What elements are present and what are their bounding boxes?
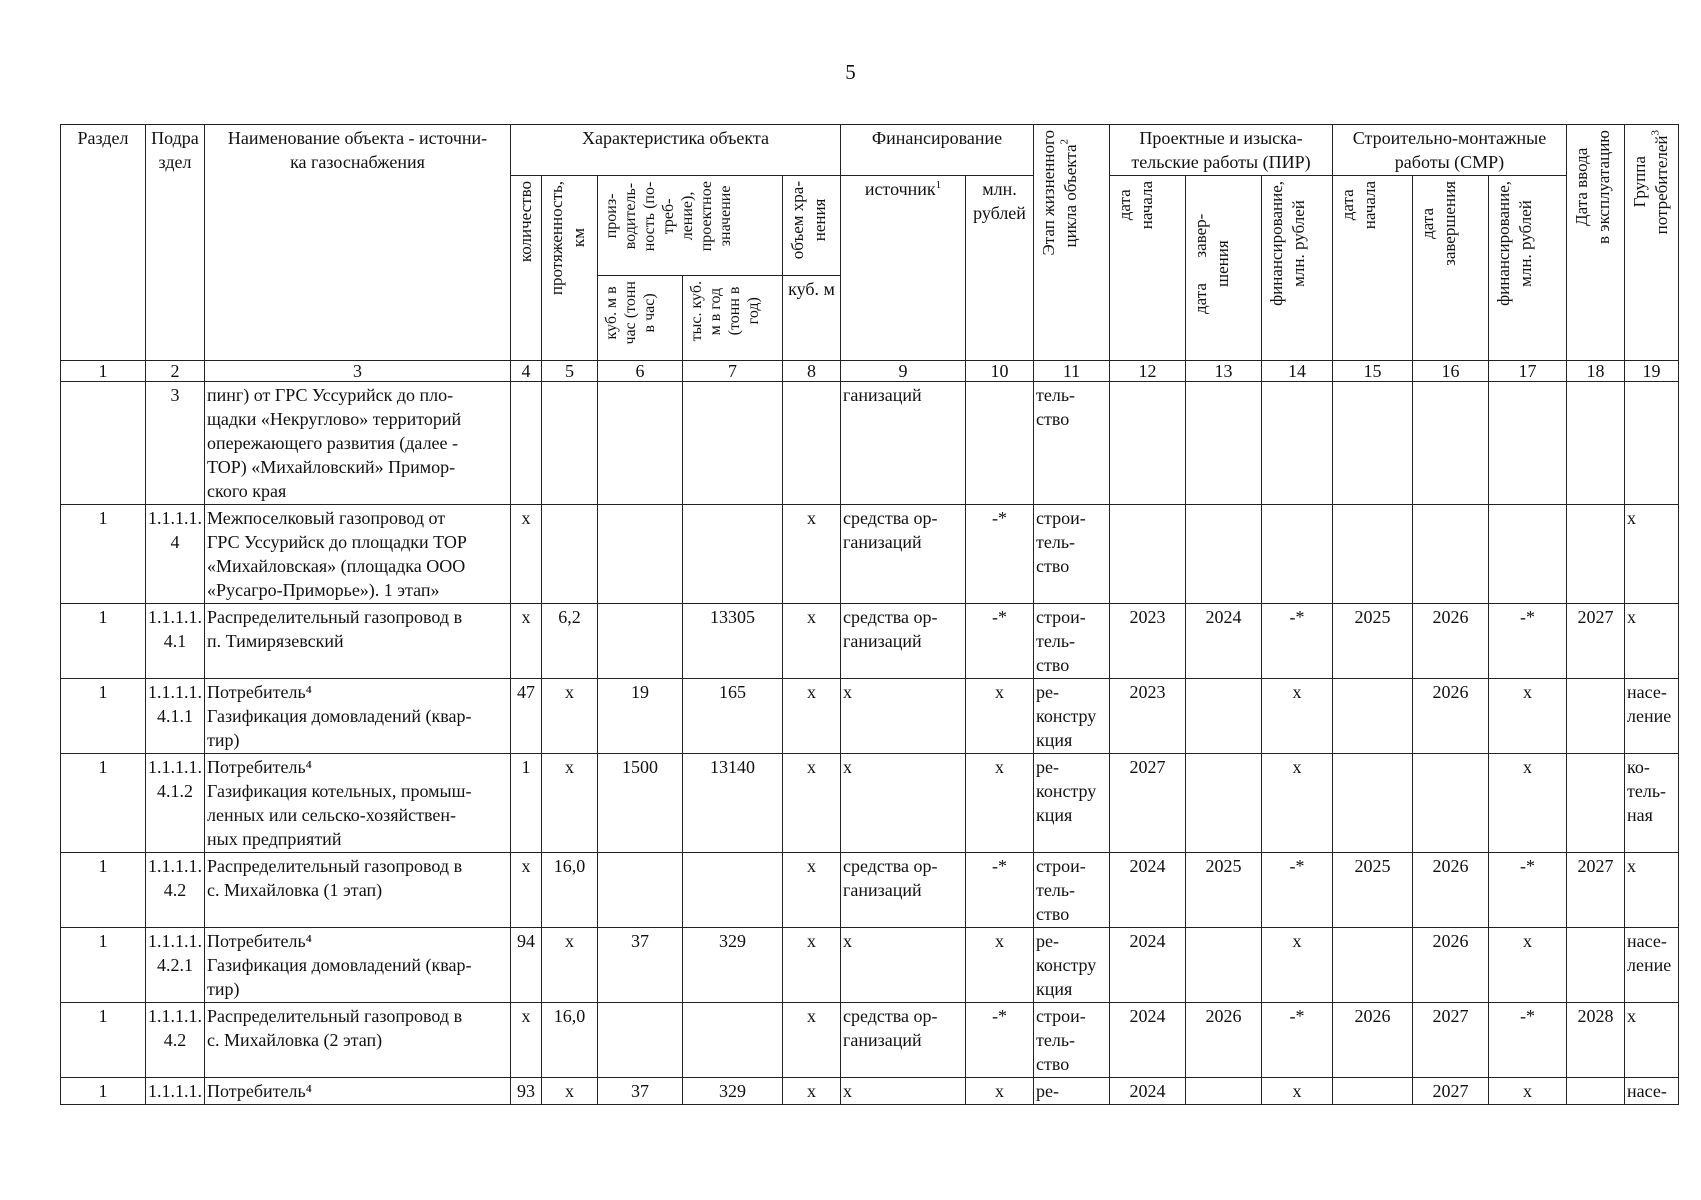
- cell-col-16: [1413, 754, 1489, 853]
- header-commissioning: Дата ввода в эксплуатацию: [1567, 125, 1625, 361]
- cell-col-1: [61, 382, 146, 505]
- cell-col-9: ганизаций: [841, 382, 966, 505]
- column-number: 12: [1110, 361, 1186, 382]
- cell-col-7: [683, 382, 783, 505]
- cell-col-16: 2027: [1413, 1078, 1489, 1105]
- cell-col-4: x: [511, 505, 542, 604]
- header-podrazdel: Подра здел: [146, 125, 205, 361]
- cell-col-1: 1: [61, 505, 146, 604]
- cell-col-10: x: [966, 1078, 1034, 1105]
- cell-col-16: 2026: [1413, 928, 1489, 1003]
- cell-col-4: 1: [511, 754, 542, 853]
- cell-col-6: 37: [598, 928, 683, 1003]
- header-financing: Финансирование: [841, 125, 1034, 176]
- cell-col-2: 1.1.1.1. 4.1.2: [146, 754, 205, 853]
- cell-col-10: [966, 382, 1034, 505]
- cell-col-12: 2027: [1110, 754, 1186, 853]
- header-consumer-group: Группа потребителей$^3$: [1625, 125, 1679, 361]
- header-pir-date-start: дата начала: [1110, 176, 1186, 361]
- cell-col-8: x: [783, 754, 841, 853]
- cell-col-18: 2027: [1567, 604, 1625, 679]
- column-number: 7: [683, 361, 783, 382]
- cell-col-18: [1567, 382, 1625, 505]
- cell-col-6: 19: [598, 679, 683, 754]
- cell-col-18: [1567, 754, 1625, 853]
- cell-col-2: 1.1.1.1. 4: [146, 505, 205, 604]
- cell-col-12: [1110, 382, 1186, 505]
- cell-col-10: x: [966, 679, 1034, 754]
- cell-col-3: Потребитель⁴: [205, 1078, 511, 1105]
- cell-col-6: [598, 1003, 683, 1078]
- column-number: 6: [598, 361, 683, 382]
- cell-col-18: [1567, 928, 1625, 1003]
- cell-col-7: 329: [683, 1078, 783, 1105]
- column-number: 17: [1489, 361, 1567, 382]
- cell-col-13: [1186, 382, 1262, 505]
- header-smr-date-end: дата завершения: [1413, 176, 1489, 361]
- cell-col-4: x: [511, 604, 542, 679]
- column-number: 19: [1625, 361, 1679, 382]
- cell-col-12: 2023: [1110, 679, 1186, 754]
- cell-col-6: [598, 604, 683, 679]
- cell-col-5: 16,0: [542, 853, 598, 928]
- cell-col-4: [511, 382, 542, 505]
- cell-col-9: x: [841, 1078, 966, 1105]
- column-number: 4: [511, 361, 542, 382]
- cell-col-8: x: [783, 505, 841, 604]
- table-row: [61, 853, 1679, 928]
- cell-col-11: ре- констру кция: [1034, 679, 1110, 754]
- cell-col-16: 2026: [1413, 604, 1489, 679]
- cell-col-2: 1.1.1.1. 4.2: [146, 1003, 205, 1078]
- cell-col-11: ре- констру кция: [1034, 754, 1110, 853]
- cell-col-4: 93: [511, 1078, 542, 1105]
- cell-col-5: 6,2: [542, 604, 598, 679]
- cell-col-14: -*: [1262, 1003, 1333, 1078]
- cell-col-6: 37: [598, 1078, 683, 1105]
- cell-col-9: средства ор- ганизаций: [841, 1003, 966, 1078]
- cell-col-13: [1186, 928, 1262, 1003]
- page-number: 5: [845, 60, 856, 84]
- cell-col-13: 2025: [1186, 853, 1262, 928]
- cell-col-13: [1186, 754, 1262, 853]
- cell-col-14: x: [1262, 754, 1333, 853]
- header-smr-financing: финансирование, млн. рублей: [1489, 176, 1567, 361]
- cell-col-5: 16,0: [542, 1003, 598, 1078]
- cell-col-16: 2027: [1413, 1003, 1489, 1078]
- header-capacity: произ- водитель- ность (по- треб- ление), проектное значение: [598, 176, 783, 276]
- cell-col-3: Распределительный газопровод в п. Тимирязевский: [205, 604, 511, 679]
- cell-col-2: 1.1.1.1.: [146, 1078, 205, 1105]
- header-pir: Проектные и изыска- тельские работы (ПИР): [1110, 125, 1333, 176]
- cell-col-1: 1: [61, 604, 146, 679]
- header-smr-date-start: дата начала: [1333, 176, 1413, 361]
- cell-col-8: x: [783, 604, 841, 679]
- cell-col-10: -*: [966, 505, 1034, 604]
- header-mln-rub: млн. рублей: [966, 176, 1034, 361]
- cell-col-12: 2024: [1110, 928, 1186, 1003]
- cell-col-12: 2024: [1110, 1078, 1186, 1105]
- cell-col-4: x: [511, 1003, 542, 1078]
- cell-col-7: 13305: [683, 604, 783, 679]
- cell-col-4: 47: [511, 679, 542, 754]
- cell-col-18: [1567, 1078, 1625, 1105]
- cell-col-1: 1: [61, 1003, 146, 1078]
- cell-col-19: x: [1625, 505, 1679, 604]
- cell-col-9: x: [841, 679, 966, 754]
- cell-col-7: [683, 853, 783, 928]
- cell-col-14: x: [1262, 1078, 1333, 1105]
- cell-col-2: 3: [146, 382, 205, 505]
- cell-col-13: 2026: [1186, 1003, 1262, 1078]
- cell-col-1: 1: [61, 754, 146, 853]
- column-number: 2: [146, 361, 205, 382]
- cell-col-14: x: [1262, 679, 1333, 754]
- cell-col-13: [1186, 679, 1262, 754]
- cell-col-15: 2025: [1333, 853, 1413, 928]
- cell-col-16: 2026: [1413, 679, 1489, 754]
- cell-col-5: x: [542, 754, 598, 853]
- cell-col-6: [598, 505, 683, 604]
- cell-col-2: 1.1.1.1. 4.2.1: [146, 928, 205, 1003]
- cell-col-3: Потребитель⁴ Газификация котельных, промыш- ленных или сельско-хозяйствен- ных предприятий: [205, 754, 511, 853]
- cell-col-10: x: [966, 928, 1034, 1003]
- cell-col-15: [1333, 679, 1413, 754]
- cell-col-7: 329: [683, 928, 783, 1003]
- cell-col-11: тель- ство: [1034, 382, 1110, 505]
- cell-col-9: средства ор- ганизаций: [841, 505, 966, 604]
- cell-col-5: [542, 382, 598, 505]
- cell-col-2: 1.1.1.1. 4.1: [146, 604, 205, 679]
- cell-col-12: 2024: [1110, 1003, 1186, 1078]
- cell-col-12: 2024: [1110, 853, 1186, 928]
- cell-col-1: 1: [61, 679, 146, 754]
- cell-col-8: x: [783, 853, 841, 928]
- cell-col-14: x: [1262, 928, 1333, 1003]
- cell-col-9: средства ор- ганизаций: [841, 604, 966, 679]
- header-pir-financing: финансирование, млн. рублей: [1262, 176, 1333, 361]
- cell-col-17: -*: [1489, 604, 1567, 679]
- cell-col-8: [783, 382, 841, 505]
- column-number: 11: [1034, 361, 1110, 382]
- table-row: [61, 604, 1679, 679]
- cell-col-13: [1186, 505, 1262, 604]
- cell-col-17: x: [1489, 1078, 1567, 1105]
- column-number: 5: [542, 361, 598, 382]
- table-body: [61, 382, 1679, 1105]
- table-row: [61, 1078, 1679, 1105]
- cell-col-15: 2026: [1333, 1003, 1413, 1078]
- cell-col-10: -*: [966, 1003, 1034, 1078]
- column-number: 16: [1413, 361, 1489, 382]
- cell-col-16: 2026: [1413, 853, 1489, 928]
- cell-col-7: [683, 505, 783, 604]
- cell-col-19: x: [1625, 604, 1679, 679]
- column-number: 9: [841, 361, 966, 382]
- cell-col-13: 2024: [1186, 604, 1262, 679]
- cell-col-16: [1413, 382, 1489, 505]
- column-number: 10: [966, 361, 1034, 382]
- header-pir-date-end: дата завер- шения: [1186, 176, 1262, 361]
- cell-col-8: x: [783, 1078, 841, 1105]
- cell-col-15: [1333, 505, 1413, 604]
- cell-col-1: 1: [61, 1078, 146, 1105]
- header-quantity: количество: [511, 176, 542, 361]
- column-number: 13: [1186, 361, 1262, 382]
- cell-col-9: средства ор- ганизаций: [841, 853, 966, 928]
- cell-col-17: x: [1489, 928, 1567, 1003]
- cell-col-14: -*: [1262, 853, 1333, 928]
- cell-col-10: -*: [966, 853, 1034, 928]
- table-row: [61, 679, 1679, 754]
- cell-col-11: строи- тель- ство: [1034, 604, 1110, 679]
- cell-col-19: насе-: [1625, 1078, 1679, 1105]
- cell-col-4: x: [511, 853, 542, 928]
- cell-col-18: [1567, 505, 1625, 604]
- cell-col-7: 165: [683, 679, 783, 754]
- cell-col-14: [1262, 505, 1333, 604]
- column-number: 14: [1262, 361, 1333, 382]
- cell-col-2: 1.1.1.1. 4.2: [146, 853, 205, 928]
- cell-col-19: x: [1625, 853, 1679, 928]
- cell-col-19: [1625, 382, 1679, 505]
- cell-col-19: x: [1625, 1003, 1679, 1078]
- cell-col-18: 2027: [1567, 853, 1625, 928]
- header-source: источник$^1$: [841, 176, 966, 361]
- cell-col-15: [1333, 928, 1413, 1003]
- cell-col-10: x: [966, 754, 1034, 853]
- cell-col-3: Межпоселковый газопровод от ГРС Уссурийск до площадки ТОР «Михайловская» (площадка ООО «Русагро-Приморье»). 1 этап»: [205, 505, 511, 604]
- cell-col-17: x: [1489, 679, 1567, 754]
- cell-col-4: 94: [511, 928, 542, 1003]
- cell-col-12: [1110, 505, 1186, 604]
- cell-col-17: -*: [1489, 1003, 1567, 1078]
- cell-col-13: [1186, 1078, 1262, 1105]
- table-row: [61, 928, 1679, 1003]
- cell-col-7: [683, 1003, 783, 1078]
- column-number-row: [61, 361, 1679, 382]
- cell-col-10: -*: [966, 604, 1034, 679]
- cell-col-12: 2023: [1110, 604, 1186, 679]
- cell-col-3: Потребитель⁴ Газификация домовладений (квар- тир): [205, 679, 511, 754]
- cell-col-6: [598, 382, 683, 505]
- header-razdel: Раздел: [61, 125, 146, 361]
- cell-col-15: [1333, 754, 1413, 853]
- cell-col-19: насе- ление: [1625, 679, 1679, 754]
- cell-col-11: строи- тель- ство: [1034, 853, 1110, 928]
- cell-col-11: строи- тель- ство: [1034, 505, 1110, 604]
- cell-col-7: 13140: [683, 754, 783, 853]
- column-number: 18: [1567, 361, 1625, 382]
- column-number: 3: [205, 361, 511, 382]
- table-row: [61, 382, 1679, 505]
- cell-col-6: 1500: [598, 754, 683, 853]
- cell-col-16: [1413, 505, 1489, 604]
- cell-col-11: строи- тель- ство: [1034, 1003, 1110, 1078]
- gas-supply-table: [60, 124, 1679, 1105]
- table-row: [61, 1003, 1679, 1078]
- cell-col-18: [1567, 679, 1625, 754]
- column-number: 1: [61, 361, 146, 382]
- cell-col-8: x: [783, 1003, 841, 1078]
- header-unit-hour: куб. м в час (тонн в час): [598, 276, 683, 361]
- table-row: [61, 505, 1679, 604]
- cell-col-1: 1: [61, 853, 146, 928]
- cell-col-5: [542, 505, 598, 604]
- column-number: 8: [783, 361, 841, 382]
- cell-col-8: x: [783, 928, 841, 1003]
- cell-col-17: x: [1489, 754, 1567, 853]
- cell-col-11: ре-: [1034, 1078, 1110, 1105]
- cell-col-17: [1489, 505, 1567, 604]
- cell-col-9: x: [841, 928, 966, 1003]
- cell-col-15: [1333, 382, 1413, 505]
- cell-col-18: 2028: [1567, 1003, 1625, 1078]
- cell-col-17: -*: [1489, 853, 1567, 928]
- header-characteristics: Характеристика объекта: [511, 125, 841, 176]
- cell-col-15: 2025: [1333, 604, 1413, 679]
- cell-col-19: насе- ление: [1625, 928, 1679, 1003]
- table-row: [61, 754, 1679, 853]
- header-object-name: Наименование объекта - источни- ка газоснабжения: [205, 125, 511, 361]
- cell-col-19: ко- тель- ная: [1625, 754, 1679, 853]
- header-smr: Строительно-монтажные работы (СМР): [1333, 125, 1567, 176]
- cell-col-5: x: [542, 1078, 598, 1105]
- cell-col-14: -*: [1262, 604, 1333, 679]
- cell-col-8: x: [783, 679, 841, 754]
- header-unit-storage: куб. м: [783, 276, 841, 361]
- header-lifecycle: Этап жизненного цикла объекта$^2$: [1034, 125, 1110, 361]
- header-unit-year: тыс. куб. м в год (тонн в год): [683, 276, 783, 361]
- cell-col-14: [1262, 382, 1333, 505]
- cell-col-15: [1333, 1078, 1413, 1105]
- cell-col-1: 1: [61, 928, 146, 1003]
- cell-col-2: 1.1.1.1. 4.1.1: [146, 679, 205, 754]
- cell-col-5: x: [542, 928, 598, 1003]
- cell-col-3: Распределительный газопровод в с. Михайловка (1 этап): [205, 853, 511, 928]
- cell-col-17: [1489, 382, 1567, 505]
- header-length: протяженность, км: [542, 176, 598, 361]
- cell-col-6: [598, 853, 683, 928]
- header-storage: объем хра- нения: [783, 176, 841, 276]
- cell-col-11: ре- констру кция: [1034, 928, 1110, 1003]
- cell-col-9: x: [841, 754, 966, 853]
- cell-col-5: x: [542, 679, 598, 754]
- column-number: 15: [1333, 361, 1413, 382]
- cell-col-3: Потребитель⁴ Газификация домовладений (квар- тир): [205, 928, 511, 1003]
- cell-col-3: Распределительный газопровод в с. Михайловка (2 этап): [205, 1003, 511, 1078]
- cell-col-3: пинг) от ГРС Уссурийск до пло- щадки «Некруглово» территорий опережающего развития (далее - ТОР) «Михайловский» Примор- ского края: [205, 382, 511, 505]
